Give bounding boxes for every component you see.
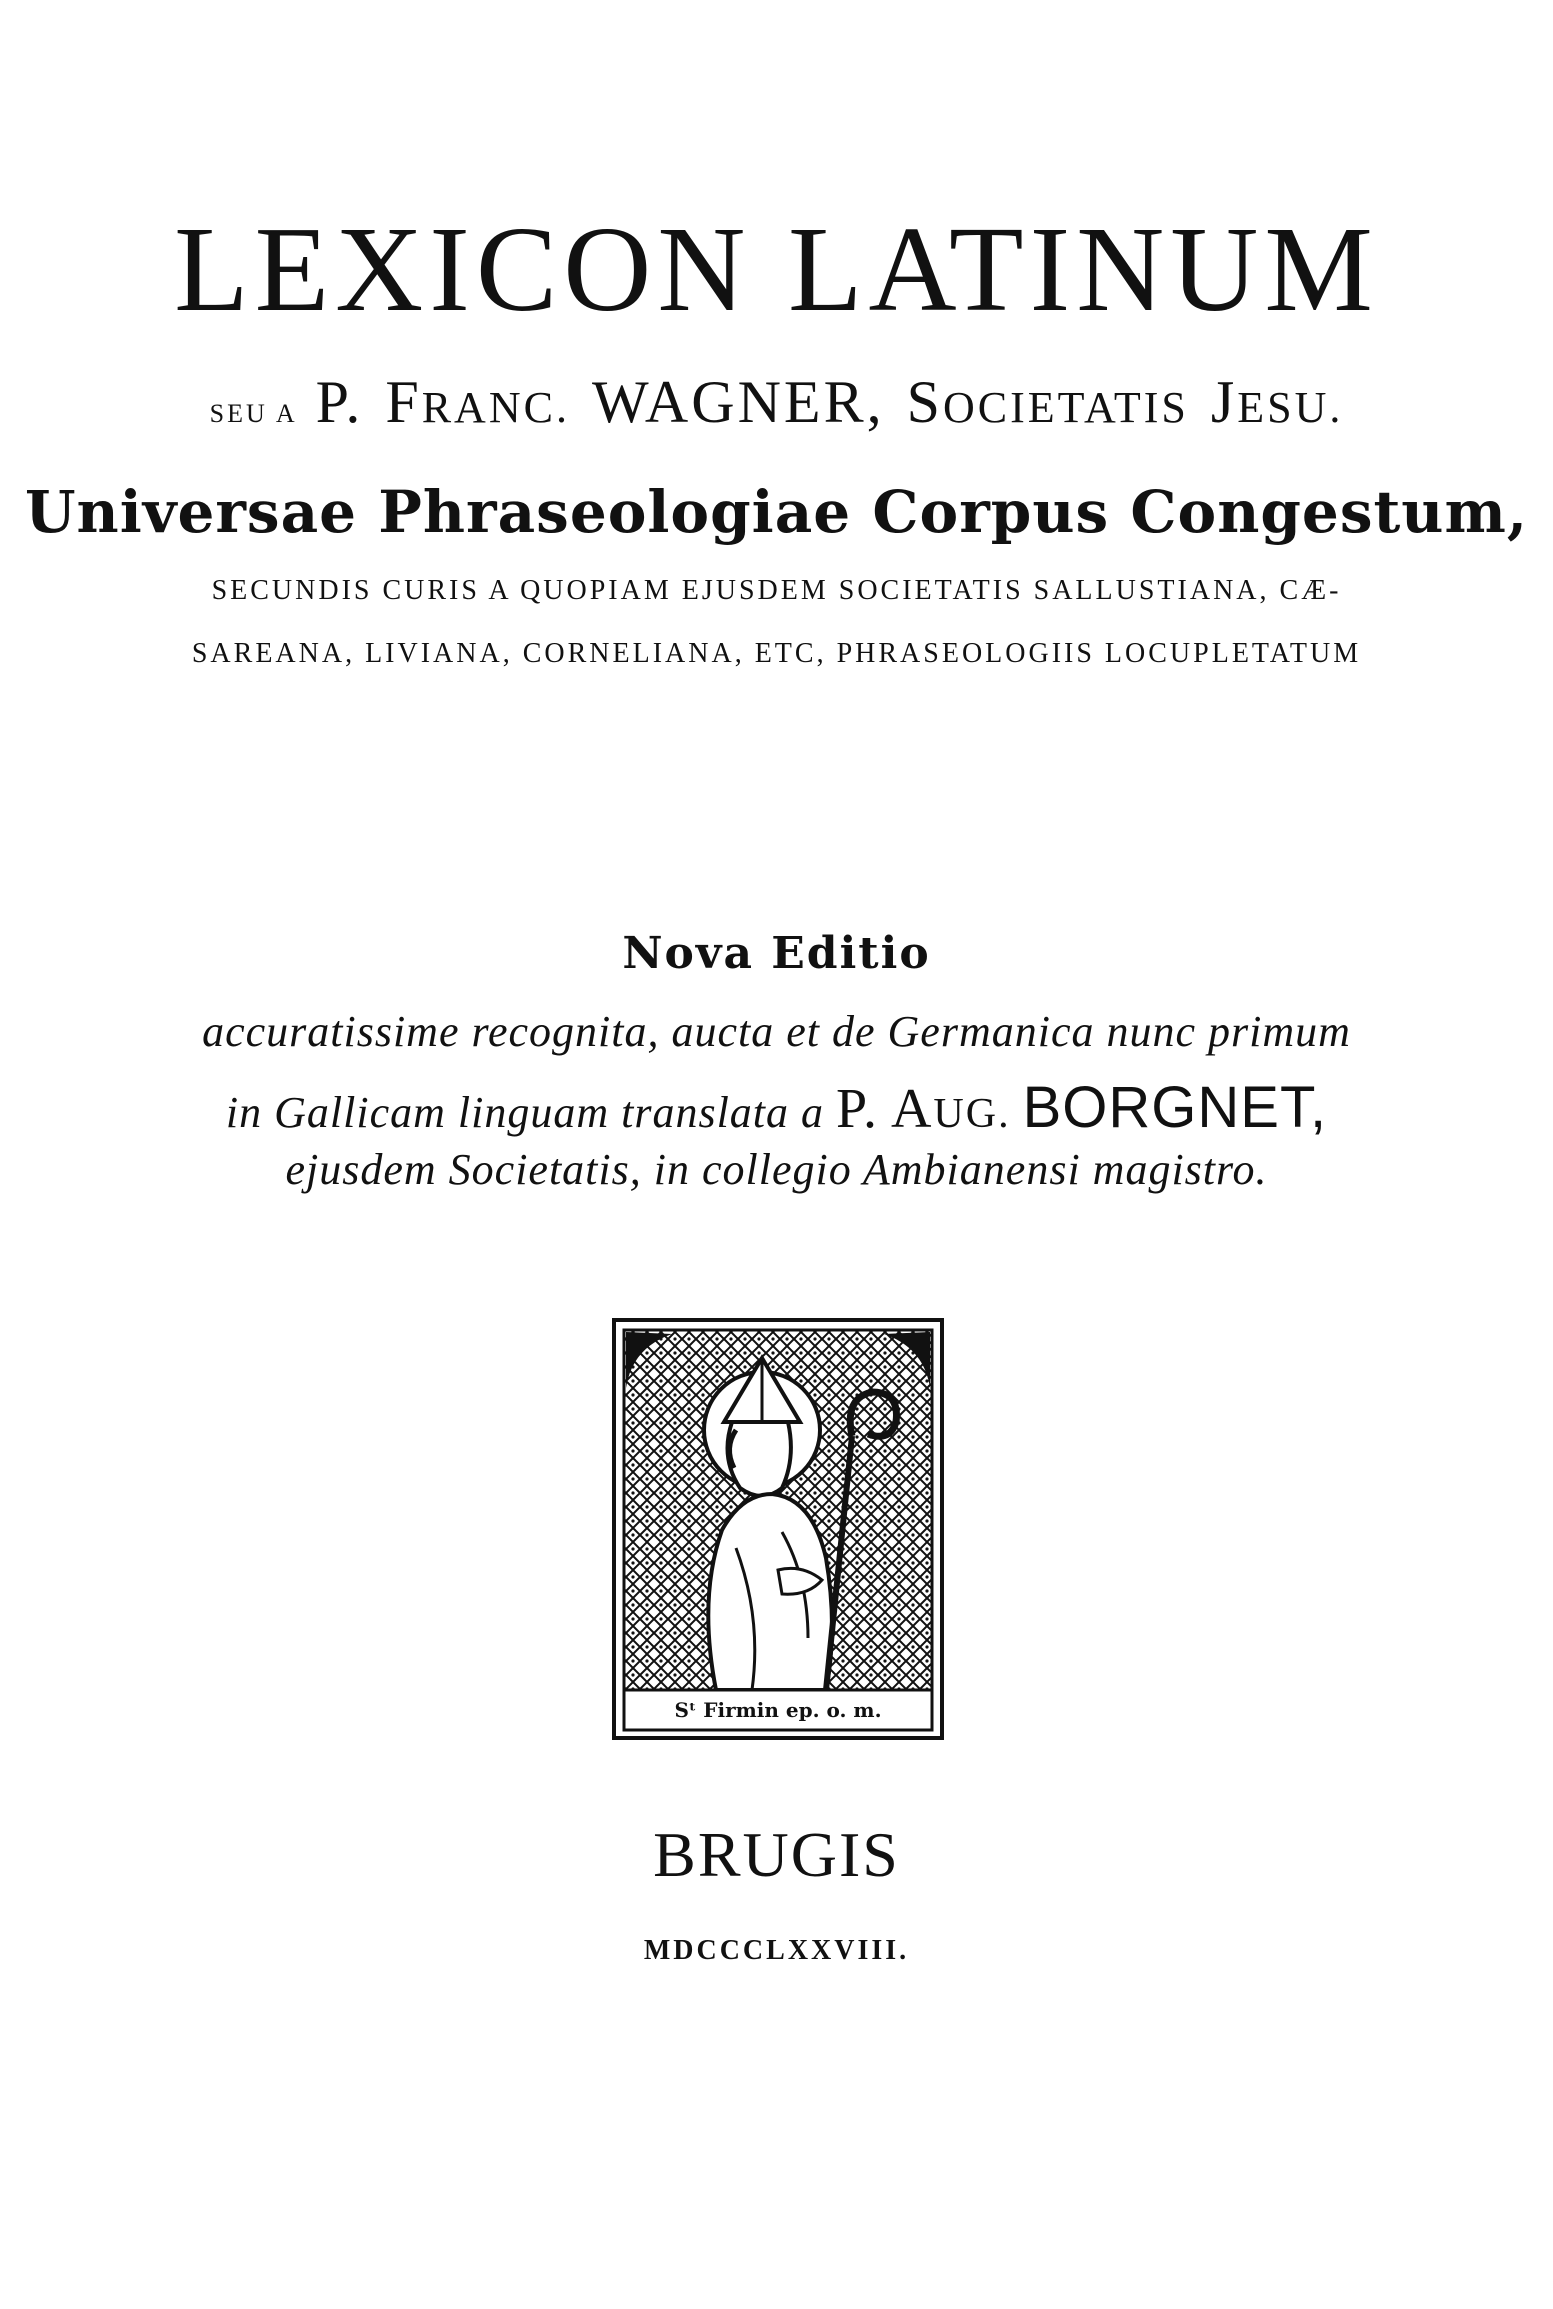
translator-initial: P. <box>836 1078 879 1140</box>
blackletter-subtitle: Universae Phraseologiae Corpus Congestum, <box>24 478 1529 546</box>
italic-line-3: ejusdem Societatis, in collegio Ambianensi magistro. <box>285 1145 1268 1194</box>
society-first: S <box>906 369 943 435</box>
translator-aug-first: A <box>890 1078 934 1140</box>
bishop-emblem-image <box>612 1318 944 1740</box>
italic-line-1: accuratissime recognita, aucta et de Germanica nunc primum <box>202 1007 1351 1056</box>
author-franc-rest: RANC. <box>421 383 570 432</box>
author-initial: P. <box>315 369 364 435</box>
caps-line-2: SAREANA, LIVIANA, CORNELIANA, ETC, PHRASEOLOGIIS LOCUPLETATUM <box>191 638 1362 669</box>
translator-lead: in Gallicam linguam translata a <box>225 1088 825 1137</box>
caps-line-1: SECUNDIS CURIS A QUOPIAM EJUSDEM SOCIETATIS SALLUSTIANA, CÆ- <box>211 575 1342 606</box>
society-rest: OCIETATIS <box>942 383 1189 432</box>
italic-line-2 <box>0 1074 1553 1141</box>
translator-aug-rest: UG. <box>933 1091 1011 1137</box>
author-surname: WAGNER, <box>591 369 885 435</box>
edition-heading: Nova Editio <box>622 928 931 979</box>
translator-surname: BORGNET, <box>1022 1075 1328 1140</box>
book-title: LEXICON LATINUM <box>174 202 1379 337</box>
jesu-first: J <box>1210 369 1238 435</box>
place-of-publication: BRUGIS <box>653 1819 900 1890</box>
jesu-rest: ESU. <box>1237 383 1344 432</box>
emblem-caption: Sᵗ Firmin ep. o. m. <box>674 1698 882 1722</box>
author-franc-first: F <box>385 369 422 435</box>
publication-year: MDCCCLXXVIII. <box>643 1935 910 1966</box>
author-prefix: SEU A <box>209 399 298 428</box>
author-line <box>0 368 1553 437</box>
